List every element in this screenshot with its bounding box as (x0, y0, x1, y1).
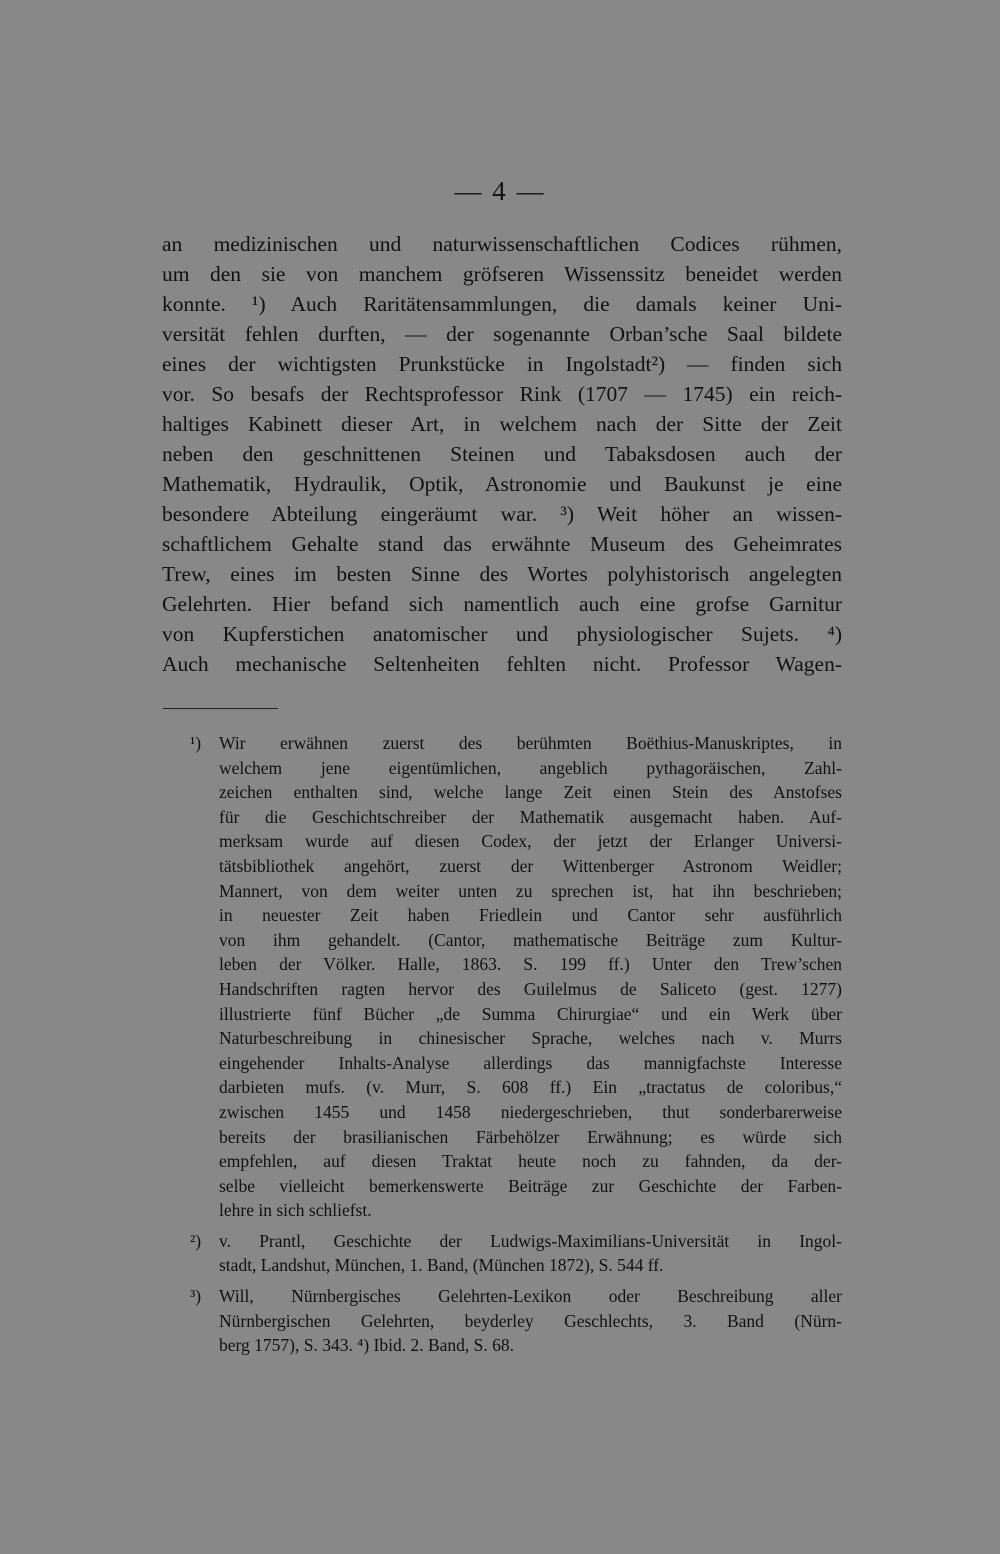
footnote-line: lehre in sich schliefst. (219, 1200, 372, 1221)
footnote-line: für die Geschichtschreiber der Mathematik ausgemacht haben. Auf- (219, 806, 842, 827)
footnote-line: empfehlen, auf diesen Traktat heute noch zu fahnden, da der- (219, 1151, 842, 1172)
footnote-line: welchem jene eigentümlichen, angeblich pythagoräischen, Zahl- (219, 757, 842, 778)
text-line: konnte. ¹) Auch Raritätensammlungen, die damals keiner Uni- (162, 292, 842, 316)
footnote-line: selbe vielleicht bemerkenswerte Beiträge zur Geschichte der Farben- (219, 1175, 842, 1196)
footnote-line: stadt, Landshut, München, 1. Band, (München 1872), S. 544 ff. (219, 1255, 664, 1276)
footnote-line: illustrierte fünf Bücher „de Summa Chirurgiae“ und ein Werk über (219, 1003, 842, 1024)
footnote-marker: ³) (190, 1286, 202, 1307)
text-line: schaftlichem Gehalte stand das erwähnte Museum des Geheimrates (162, 532, 842, 556)
text-line: um den sie von manchem gröfseren Wissenssitz beneidet werden (162, 262, 842, 286)
text-line: von Kupferstichen anatomischer und physiologischer Sujets. ⁴) (162, 622, 842, 646)
footnote-marker: ¹) (190, 733, 202, 753)
text-line: besondere Abteilung eingeräumt war. ³) Weit höher an wissen- (162, 502, 842, 526)
footnote-line: Naturbeschreibung in chinesischer Sprache, welches nach v. Murrs (219, 1028, 842, 1049)
footnote-line: zeichen enthalten sind, welche lange Zeit einen Stein des Anstofses (219, 782, 842, 803)
text-line: Gelehrten. Hier befand sich namentlich auch eine grofse Garnitur (162, 592, 842, 616)
footnote-separator (163, 708, 278, 709)
footnote-line: in neuester Zeit haben Friedlein und Cantor sehr ausführlich (219, 905, 842, 926)
footnote-line: bereits der brasilianischen Färbehölzer Erwähnung; es würde sich (219, 1126, 842, 1147)
footnote-line: Mannert, von dem weiter unten zu sprechen ist, hat ihn beschrieben; (219, 880, 842, 901)
footnote-line: eingehender Inhalts-Analyse allerdings das mannigfachste Interesse (219, 1052, 842, 1073)
footnote-line: merksam wurde auf diesen Codex, der jetzt der Erlanger Universi- (219, 831, 842, 852)
footnote-line: tätsbibliothek angehört, zuerst der Wittenberger Astronom Weidler; (219, 855, 842, 876)
footnote-line: Handschriften ragten hervor des Guilelmus de Saliceto (gest. 1277) (219, 978, 842, 999)
footnote-line: darbieten mufs. (v. Murr, S. 608 ff.) Ein „tractatus de coloribus,“ (219, 1077, 842, 1098)
footnote-line: Nürnbergischen Gelehrten, beyderley Geschlechts, 3. Band (Nürn- (219, 1310, 842, 1331)
footnote-line: v. Prantl, Geschichte der Ludwigs-Maximilians-Universität in Ingol- (219, 1230, 842, 1251)
text-line: eines der wichtigsten Prunkstücke in Ingolstadt²) — finden sich (162, 352, 842, 376)
text-line: Mathematik, Hydraulik, Optik, Astronomie und Baukunst je eine (162, 472, 842, 496)
text-line: versität fehlen durften, — der sogenannte Orban’sche Saal bildete (162, 322, 842, 346)
footnote-text (219, 1284, 842, 1358)
footnote-2 (190, 1229, 842, 1278)
footnote-line: Will, Nürnbergisches Gelehrten-Lexikon oder Beschreibung aller (219, 1286, 842, 1307)
text-line: neben den geschnittenen Steinen und Tabaksdosen auch der (162, 442, 842, 466)
footnote-line: zwischen 1455 und 1458 niedergeschrieben, thut sonderbarerweise (219, 1101, 842, 1122)
footnotes (190, 731, 842, 1364)
text-line: vor. So besafs der Rechtsprofessor Rink (1707 — 1745) ein reich- (162, 382, 842, 406)
text-line: haltiges Kabinett dieser Art, in welchem nach der Sitte der Zeit (162, 412, 842, 436)
footnote-line: berg 1757), S. 343. ⁴) Ibid. 2. Band, S. 68. (219, 1335, 515, 1356)
footnote-line: von ihm gehandelt. (Cantor, mathematische Beiträge zum Kultur- (219, 929, 842, 950)
footnote-line: Wir erwähnen zuerst des berühmten Boëthius-Manuskriptes, in (219, 733, 842, 753)
text-line: Auch mechanische Seltenheiten fehlten nicht. Professor Wagen- (162, 652, 842, 676)
main-text (162, 229, 842, 679)
text-line: Trew, eines im besten Sinne des Wortes polyhistorisch angelegten (162, 562, 842, 586)
footnote-line: leben der Völker. Halle, 1863. S. 199 ff.) Unter den Trew’schen (219, 954, 842, 975)
footnote-text (219, 731, 842, 1223)
page-number: — 4 — (454, 176, 546, 206)
footnote-1 (190, 731, 842, 1223)
text-line: an medizinischen und naturwissenschaftlichen Codices rühmen, (162, 232, 842, 256)
footnote-marker: ²) (190, 1230, 202, 1251)
footnote-3 (190, 1284, 842, 1358)
footnote-text (219, 1229, 842, 1278)
